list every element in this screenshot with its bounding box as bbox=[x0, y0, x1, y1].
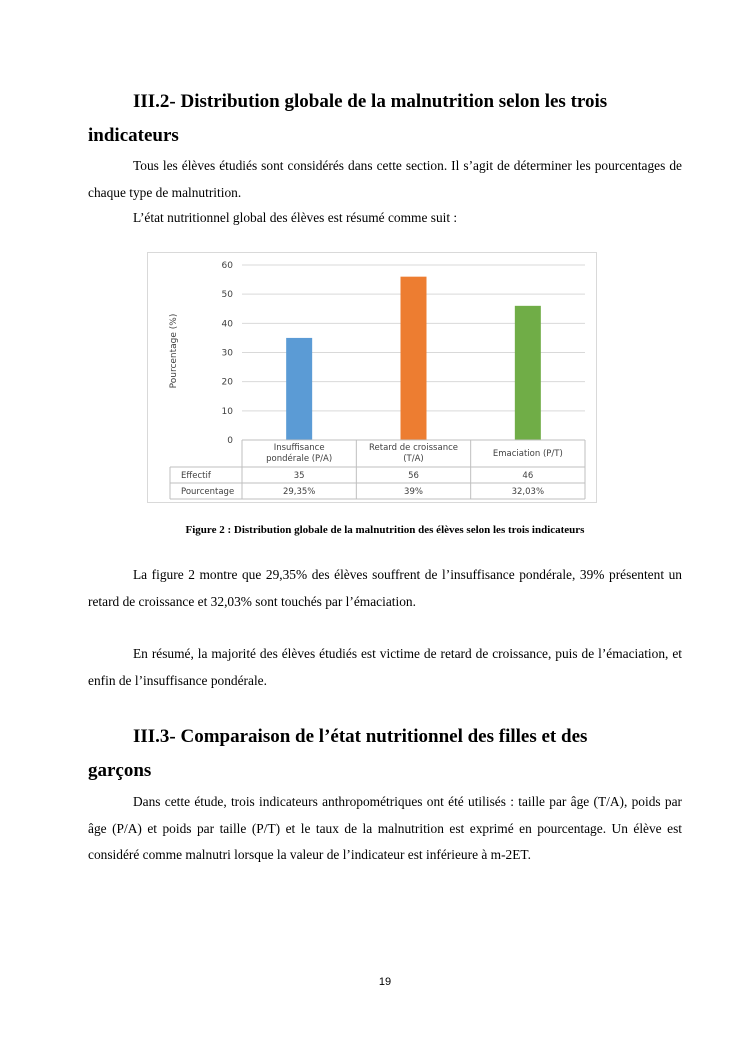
figure-interpretation-paragraph: La figure 2 montre que 29,35% des élèves souffrent de l’insuffisance pondérale, 39% présentent un retard de croissance et 32,03% sont touchés par l’émaciation. bbox=[88, 567, 682, 609]
y-tick-label: 60 bbox=[221, 261, 233, 271]
heading-line-1: III.2- Distribution globale de la malnutrition selon les trois bbox=[133, 91, 608, 112]
x-category-label: Retard de croissance bbox=[369, 443, 458, 453]
methods-paragraph: Dans cette étude, trois indicateurs anthropométriques ont été utilisés : taille par âge (T/A), poids par âge (P/A) et poids par taille (P/T) et le taux de la malnutrition est exprimé en pourcentage. Un élève est considéré comme malnutri lorsque la valeur de l’indicateur est inférieure à m-2ET. bbox=[88, 794, 682, 862]
bar-2 bbox=[401, 277, 427, 440]
table-row-label: Effectif bbox=[181, 471, 211, 481]
intro-paragraph: Tous les élèves étudiés sont considérés dans cette section. Il s’agit de déterminer les pourcentages de chaque type de malnutrition. bbox=[88, 158, 682, 200]
y-axis-label: Pourcentage (%) bbox=[169, 313, 179, 389]
malnutrition-chart bbox=[147, 252, 597, 503]
y-tick-label: 50 bbox=[221, 290, 233, 301]
table-cell: 32,03% bbox=[511, 487, 545, 497]
y-tick-labels bbox=[222, 261, 234, 446]
table-cell: 29,35% bbox=[282, 487, 316, 497]
y-tick-label: 30 bbox=[221, 348, 233, 359]
x-category-label: (T/A) bbox=[403, 454, 424, 464]
x-category-label: Emaciation (P/T) bbox=[492, 449, 563, 459]
bars bbox=[286, 277, 541, 440]
table-cell: 46 bbox=[522, 471, 534, 481]
y-tick-label: 0 bbox=[227, 436, 233, 446]
table-cell: 56 bbox=[408, 471, 419, 481]
section-heading-III2 bbox=[88, 85, 688, 153]
heading-line-2: garçons bbox=[88, 760, 152, 781]
summary-intro-paragraph: L’état nutritionnel global des élèves est résumé comme suit : bbox=[133, 210, 458, 225]
chart-svg bbox=[148, 253, 598, 504]
figure-caption: Figure 2 : Distribution globale de la malnutrition des élèves selon les trois indicateurs bbox=[185, 524, 585, 536]
bar-3 bbox=[515, 306, 541, 440]
section-heading-III3 bbox=[88, 720, 688, 788]
bar-1 bbox=[286, 338, 312, 440]
table-cell: 39% bbox=[404, 487, 423, 497]
heading-line-1: III.3- Comparaison de l’état nutritionnel des filles et des bbox=[133, 726, 588, 747]
y-tick-label: 40 bbox=[221, 319, 233, 330]
page-number: 19 bbox=[378, 976, 392, 988]
table-row-label: Pourcentage bbox=[181, 487, 235, 497]
y-tick-label: 20 bbox=[221, 377, 233, 388]
x-category-label: Insuffisance bbox=[273, 443, 325, 453]
y-tick-label: 10 bbox=[221, 406, 233, 417]
table-cell: 35 bbox=[293, 471, 305, 481]
data-table bbox=[170, 440, 585, 499]
heading-line-2: indicateurs bbox=[88, 125, 179, 146]
conclusion-paragraph: En résumé, la majorité des élèves étudiés est victime de retard de croissance, puis de l’émaciation, et enfin de l’insuffisance pondérale. bbox=[88, 646, 682, 688]
x-category-label: pondérale (P/A) bbox=[266, 454, 333, 464]
